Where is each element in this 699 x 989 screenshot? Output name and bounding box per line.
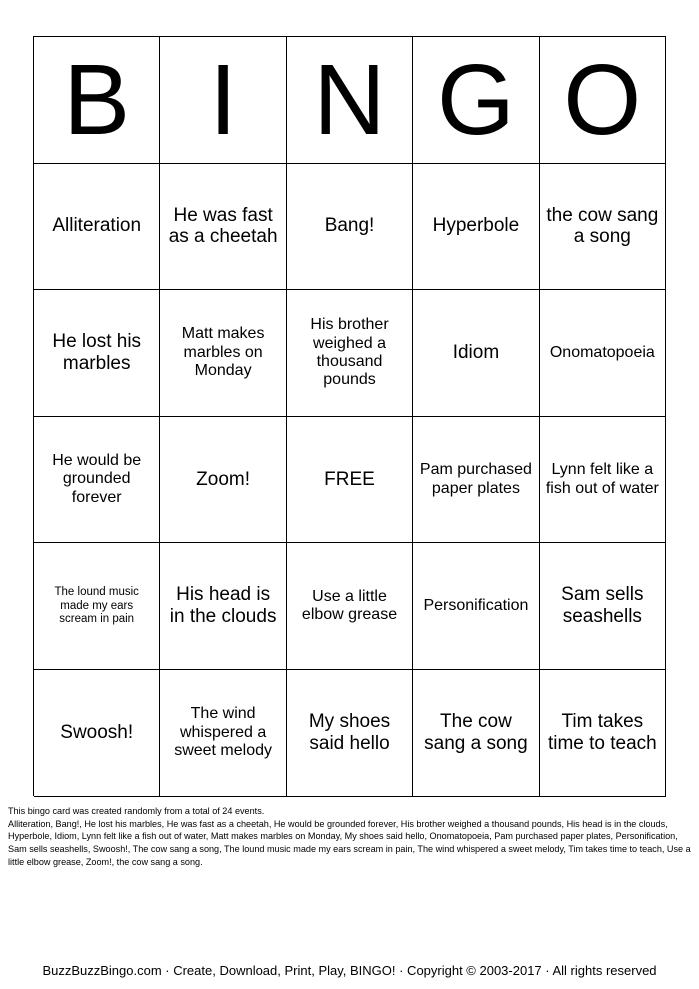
bingo-cell[interactable]: the cow sang a song <box>540 164 666 291</box>
bingo-header-row <box>34 37 666 164</box>
card-footnote <box>8 805 692 869</box>
header-letter-i: I <box>160 37 286 164</box>
bingo-cell[interactable]: His head is in the clouds <box>160 543 286 670</box>
bingo-cell[interactable]: The lound music made my ears scream in pain <box>34 543 160 670</box>
bingo-cell[interactable]: His brother weighed a thousand pounds <box>287 290 413 417</box>
bingo-cell[interactable]: He lost his marbles <box>34 290 160 417</box>
header-letter-g: G <box>413 37 539 164</box>
bingo-cell[interactable]: Bang! <box>287 164 413 291</box>
footnote-intro: This bingo card was created randomly from a total of 24 events. <box>8 806 265 816</box>
bingo-cell[interactable]: Personification <box>413 543 539 670</box>
bingo-cell[interactable]: Matt makes marbles on Monday <box>160 290 286 417</box>
bingo-cell[interactable]: Onomatopoeia <box>540 290 666 417</box>
bingo-cell[interactable]: Swoosh! <box>34 670 160 797</box>
bingo-row-3 <box>34 417 666 544</box>
bingo-cell[interactable]: Pam purchased paper plates <box>413 417 539 544</box>
header-letter-b: B <box>34 37 160 164</box>
bingo-card <box>33 36 666 796</box>
footnote-event-list: Alliteration, Bang!, He lost his marbles, He was fast as a cheetah, He would be grounded forever, His brother weighed a thousand pounds, His head is in the clouds, Hyperbole, Idiom, Lynn felt like a fish out of water, Matt makes marbles on Monday, My shoes said hello, Onomatopoeia, Pam purchased paper plates, Personification, Sam sells seashells, Swoosh!, The cow sang a song, The lound music made my ears scream in pain, The wind whispered a sweet melody, Tim takes time to teach, Use a little elbow grease, Zoom!, the cow sang a song. <box>8 818 691 867</box>
bingo-cell[interactable]: Alliteration <box>34 164 160 291</box>
bingo-cell-free[interactable]: FREE <box>287 417 413 544</box>
bingo-cell[interactable]: He was fast as a cheetah <box>160 164 286 291</box>
header-letter-o: O <box>540 37 666 164</box>
site-footer: BuzzBuzzBingo.com · Create, Download, Print, Play, BINGO! · Copyright © 2003-2017 · All rights reserved <box>42 963 657 978</box>
bingo-cell[interactable]: Hyperbole <box>413 164 539 291</box>
bingo-cell[interactable]: Zoom! <box>160 417 286 544</box>
bingo-row-4 <box>34 543 666 670</box>
bingo-row-1 <box>34 164 666 291</box>
bingo-row-2 <box>34 290 666 417</box>
bingo-cell[interactable]: Idiom <box>413 290 539 417</box>
bingo-cell[interactable]: Lynn felt like a fish out of water <box>540 417 666 544</box>
bingo-cell[interactable]: He would be grounded forever <box>34 417 160 544</box>
bingo-cell[interactable]: Sam sells seashells <box>540 543 666 670</box>
bingo-cell[interactable]: Tim takes time to teach <box>540 670 666 797</box>
header-letter-n: N <box>287 37 413 164</box>
bingo-cell[interactable]: My shoes said hello <box>287 670 413 797</box>
bingo-row-5 <box>34 670 666 797</box>
bingo-cell[interactable]: The wind whispered a sweet melody <box>160 670 286 797</box>
bingo-cell[interactable]: The cow sang a song <box>413 670 539 797</box>
bingo-cell[interactable]: Use a little elbow grease <box>287 543 413 670</box>
